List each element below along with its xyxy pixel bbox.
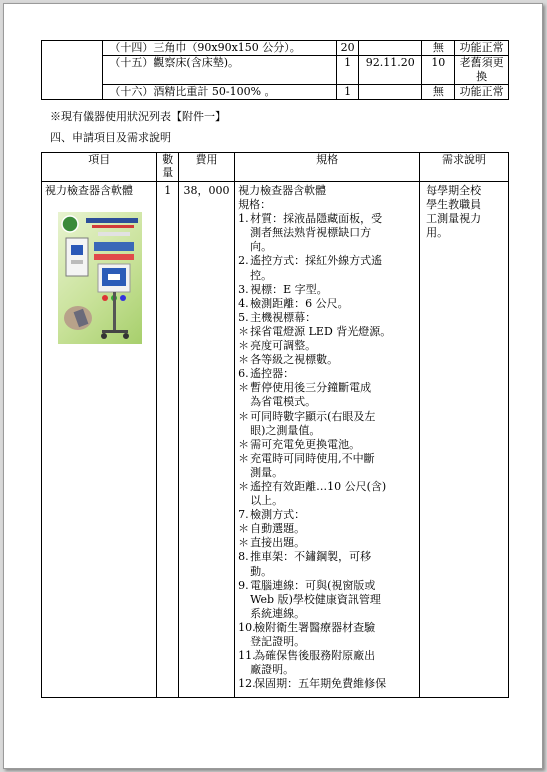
spec-line-text: 採省電燈源 LED 背光燈源。	[250, 324, 392, 338]
spec-line	[238, 254, 417, 268]
spec-line	[238, 635, 417, 649]
spec-line	[238, 466, 417, 480]
item-name: 視力檢查器含軟體	[45, 184, 133, 197]
spec-line-number: 7.	[238, 508, 249, 522]
spec-line-number: ＊	[238, 522, 250, 536]
inventory-item: （十四）三角巾（90x90x150 公分）。	[103, 41, 337, 56]
table-row	[42, 41, 509, 56]
inventory-date	[359, 41, 422, 56]
header-qty-line2: 量	[162, 166, 174, 179]
spec-line-number: ＊	[238, 381, 250, 395]
table-header-row	[42, 153, 509, 182]
item-cell	[42, 182, 157, 698]
spec-line-number: 11.	[238, 649, 256, 663]
spec-line-text: 暫停使用後三分鐘斷電成	[250, 381, 372, 395]
spec-line-number: ＊	[238, 536, 250, 550]
spec-line-text: 各等級之視標數。	[250, 353, 339, 367]
spec-line-text: 檢測距離：6 公尺。	[250, 296, 349, 310]
reason-line: 用。	[426, 226, 449, 240]
spec-line-text: 動。	[250, 564, 273, 578]
inventory-qty: 20	[337, 41, 359, 56]
spec-line	[238, 522, 417, 536]
table-row	[42, 85, 509, 100]
inventory-qty: 1	[337, 85, 359, 100]
spec-line	[238, 438, 417, 452]
spec-line	[238, 621, 417, 635]
spec-line	[238, 424, 417, 438]
spec-line	[238, 649, 417, 663]
status-line: 老舊須更	[459, 56, 504, 69]
spec-line-number: ＊	[238, 409, 250, 423]
spec-line-number: ＊	[238, 324, 250, 338]
inventory-status-b: 功能正常	[455, 85, 509, 100]
inventory-item: （十六）酒精比重計 50-100% 。	[103, 85, 337, 100]
inventory-years: 10	[422, 56, 455, 85]
spec-line	[238, 311, 417, 325]
spec-line-number: 3.	[238, 282, 249, 296]
header-item: 項目	[42, 153, 157, 182]
spec-line-number: 12.	[238, 677, 256, 691]
spec-line-text: 廠證明。	[250, 663, 295, 677]
spec-line	[238, 240, 417, 254]
spec-line	[238, 283, 417, 297]
spec-cell	[235, 182, 420, 698]
header-cost: 費用	[178, 153, 234, 182]
spec-line-text: 自動選題。	[250, 522, 306, 536]
header-qty	[157, 153, 178, 182]
spec-line-number: 1.	[238, 212, 249, 226]
spec-line-text: 遙控有效距離…10 公尺(含)	[250, 479, 387, 493]
inventory-qty: 1	[337, 56, 359, 85]
spec-line	[238, 395, 417, 409]
spec-line-number: ＊	[238, 437, 250, 451]
inventory-table	[41, 40, 509, 100]
application-table	[41, 152, 509, 698]
spec-line-text: 向。	[250, 240, 273, 254]
spec-line-number: 6.	[238, 367, 249, 381]
spec-line	[238, 579, 417, 593]
document-page	[3, 3, 543, 769]
spec-line-number: ＊	[238, 451, 250, 465]
spec-line-text: 遙控器：	[250, 367, 295, 381]
spec-line	[238, 353, 417, 367]
spec-line	[238, 325, 417, 339]
spec-line-number: ＊	[238, 353, 250, 367]
vision-tester-image	[58, 212, 142, 344]
spec-line-text: 檢測方式：	[250, 508, 306, 522]
spec-line-text: 可同時數字顯示(右眼及左	[250, 409, 376, 423]
spec-label: 規格：	[238, 198, 272, 212]
spec-line-number: ＊	[238, 339, 250, 353]
spec-line	[238, 381, 417, 395]
spec-line-text: 系統連線。	[250, 606, 306, 620]
spec-line	[238, 607, 417, 621]
spec-line	[238, 339, 417, 353]
table-row	[42, 56, 509, 85]
qty-cell: 1	[157, 182, 178, 698]
status-line: 換	[476, 70, 488, 83]
spec-line-number: 8.	[238, 550, 249, 564]
table-cell-blank	[42, 41, 103, 100]
spec-line-text: 主機視標幕：	[250, 310, 317, 324]
spec-line	[238, 508, 417, 522]
inventory-status-a: 無	[422, 85, 455, 100]
spec-line-text: 以上。	[250, 494, 284, 508]
spec-line	[238, 550, 417, 564]
spec-line	[238, 226, 417, 240]
spec-line	[238, 269, 417, 283]
spec-content	[235, 182, 419, 697]
spec-line	[238, 410, 417, 424]
spec-line-text: 充電時可同時使用,不中斷	[250, 451, 375, 465]
inventory-status-b	[455, 56, 509, 85]
spec-line	[238, 494, 417, 508]
reason-cell	[420, 182, 509, 698]
spec-line-text: 保固期：五年期免費維修保	[254, 677, 387, 691]
spec-line	[238, 536, 417, 550]
spec-line-text: Web 版)學校健康資訊管理	[250, 592, 381, 606]
cost-cell: 38，000	[178, 182, 234, 698]
product-photo	[58, 212, 142, 344]
section-heading: 四、申請項目及需求說明	[50, 131, 171, 144]
reason-content	[420, 182, 508, 240]
spec-line-text: 視標：E 字型。	[250, 282, 328, 296]
header-qty-line1: 數	[162, 153, 174, 166]
spec-line	[238, 663, 417, 677]
header-spec: 規格	[235, 153, 420, 182]
spec-line-text: 需可充電免更換電池。	[250, 437, 361, 451]
inventory-item: （十五）觀察床(含床墊)。	[103, 56, 337, 85]
spec-line-text: 材質：採液晶隱藏面板，受	[250, 212, 383, 226]
spec-line-text: 眼)之測量值。	[250, 423, 321, 437]
spec-line-number: 9.	[238, 578, 249, 592]
spec-line-number: 5.	[238, 310, 249, 324]
spec-line-text: 檢附衛生署醫療器材查驗	[254, 620, 376, 634]
spec-line-text: 為確保售後服務附原廠出	[254, 649, 376, 663]
header-reason: 需求說明	[420, 153, 509, 182]
inventory-status-b: 功能正常	[455, 41, 509, 56]
spec-line	[238, 677, 417, 691]
spec-line-text: 測者無法熟背視標缺口方	[250, 226, 372, 240]
spec-title: 視力檢查器含軟體	[238, 184, 327, 197]
spec-line	[238, 297, 417, 311]
inventory-note: ※現有儀器使用狀況列表【附件一】	[50, 110, 226, 123]
spec-line-text: 推車架：不鏽鋼製，可移	[250, 550, 372, 564]
spec-line-number: 10.	[238, 620, 256, 634]
spec-line	[238, 212, 417, 226]
spec-line	[238, 480, 417, 494]
spec-line-text: 為省電模式。	[250, 395, 317, 409]
inventory-date: 92.11.20	[359, 56, 422, 85]
spec-line-text: 直接出題。	[250, 536, 306, 550]
spec-line-number: 2.	[238, 254, 249, 268]
table-row	[42, 182, 509, 698]
spec-line-text: 亮度可調整。	[250, 339, 317, 353]
spec-line-number: 4.	[238, 296, 249, 310]
inventory-date	[359, 85, 422, 100]
spec-line	[238, 593, 417, 607]
reason-line: 工測量視力	[426, 212, 482, 226]
spec-line	[238, 565, 417, 579]
spec-line-text: 遙控方式：採紅外線方式遙	[250, 254, 383, 268]
spec-line-text: 電腦連線：可與(視窗版或	[250, 578, 376, 592]
spec-line-text: 測量。	[250, 465, 284, 479]
spec-line-text: 控。	[250, 268, 273, 282]
spec-line-text: 登記證明。	[250, 635, 306, 648]
inventory-status-a: 無	[422, 41, 455, 56]
spec-line	[238, 452, 417, 466]
reason-line: 每學期全校	[426, 184, 482, 197]
reason-line: 學生教職員	[426, 198, 482, 212]
spec-line	[238, 367, 417, 381]
spec-line-number: ＊	[238, 479, 250, 493]
